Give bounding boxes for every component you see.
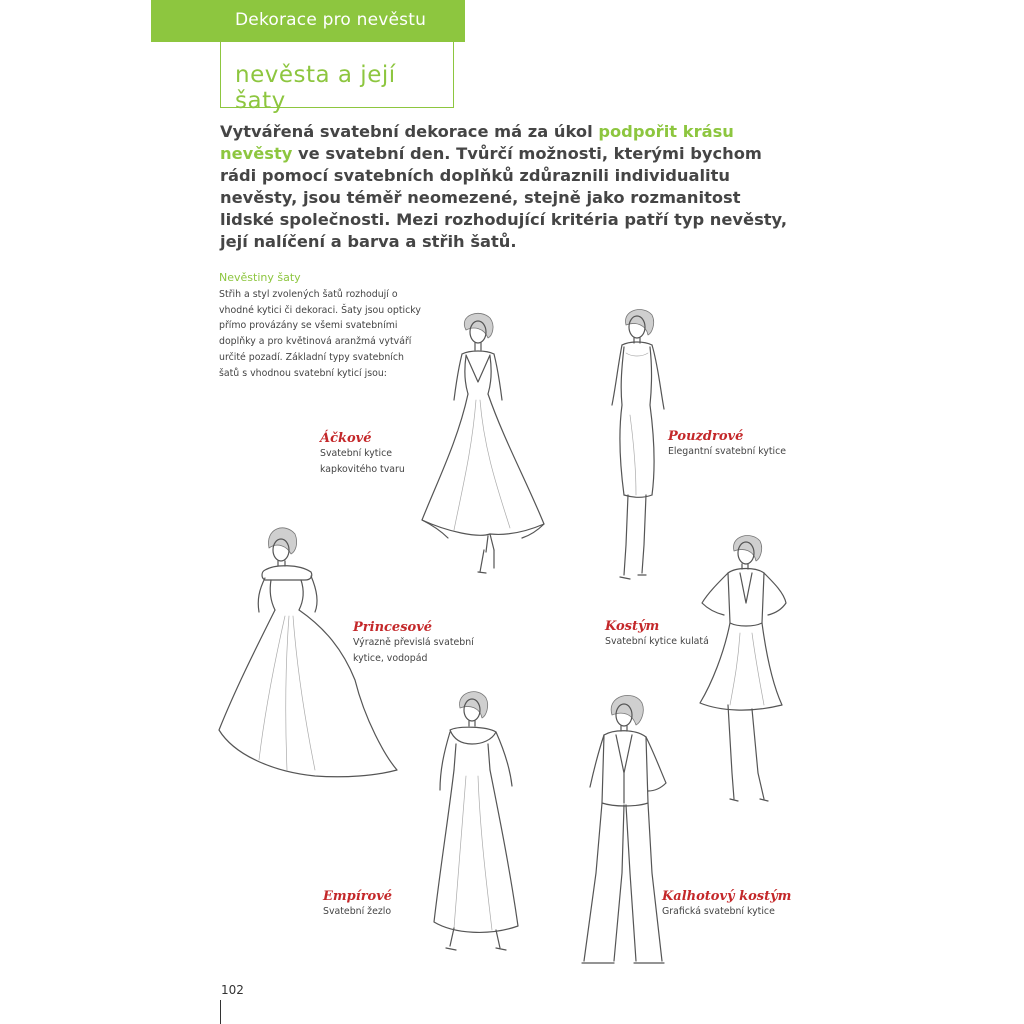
intro-text-end: ve svatební den. Tvůrčí možnosti, kterými bychom rádi pomocí svatebních doplňků zdůraznili individualitu nevěsty, jsou téměř neomezené, stejně jako rozmanitost lidské společnosti. Mezi rozhodující kritéria patří typ nevěsty, její nalíčení a barva a střih šatů. [220, 144, 788, 251]
label-pouzdrove [668, 429, 798, 460]
suit-dress-illustration [690, 533, 790, 808]
empire-dress-illustration [420, 690, 530, 960]
section-tab [151, 0, 465, 42]
dress-name: Princesové [353, 620, 433, 635]
dress-desc: Svatební kytice kapkovitého tvaru [320, 448, 405, 475]
sidebar-title: Nevěstiny šaty [219, 271, 301, 284]
dress-desc: Svatební žezlo [323, 906, 392, 917]
dress-name: Kalhotový kostým [662, 889, 792, 904]
page-title: nevěsta a její šaty [235, 62, 396, 114]
title-box [220, 42, 454, 114]
dress-desc: Grafická svatební kytice [662, 906, 775, 917]
intro-text-start: Vytvářená svatební dekorace má za úkol [220, 122, 599, 141]
dress-desc: Výrazně převislá svatební kytice, vodopád [353, 637, 474, 664]
sheath-dress-illustration [600, 305, 680, 585]
dress-desc: Elegantní svatební kytice [668, 446, 787, 457]
page-number: 102 [221, 983, 244, 997]
aline-dress-illustration [418, 310, 548, 575]
dress-name: Pouzdrové [668, 429, 744, 444]
label-empirove [323, 889, 433, 920]
sidebar-text: Střih a styl zvolených šatů rozhodují o vhodné kytici či dekoraci. Šaty jsou opticky přímo provázány se všemi svatebními doplňky a pro květinová aranžmá vytváří určité pozadí. Základní typy svatebních šatů s vhodnou svatební kyticí jsou: [219, 289, 421, 379]
dress-name: Empírové [323, 889, 393, 904]
dress-desc: Svatební kytice kulatá [605, 636, 709, 647]
intro-highlight: podpořit krásu nevěsty [220, 122, 734, 163]
page-rule [220, 1000, 221, 1024]
dress-name: Áčkové [320, 431, 372, 446]
dress-name: Kostým [605, 619, 660, 634]
label-kalhotovy-kostym [662, 889, 802, 920]
princess-dress-illustration [215, 520, 400, 782]
trouser-suit-illustration [574, 693, 674, 968]
intro-paragraph [220, 121, 795, 253]
section-label: Dekorace pro nevěstu [235, 10, 427, 30]
